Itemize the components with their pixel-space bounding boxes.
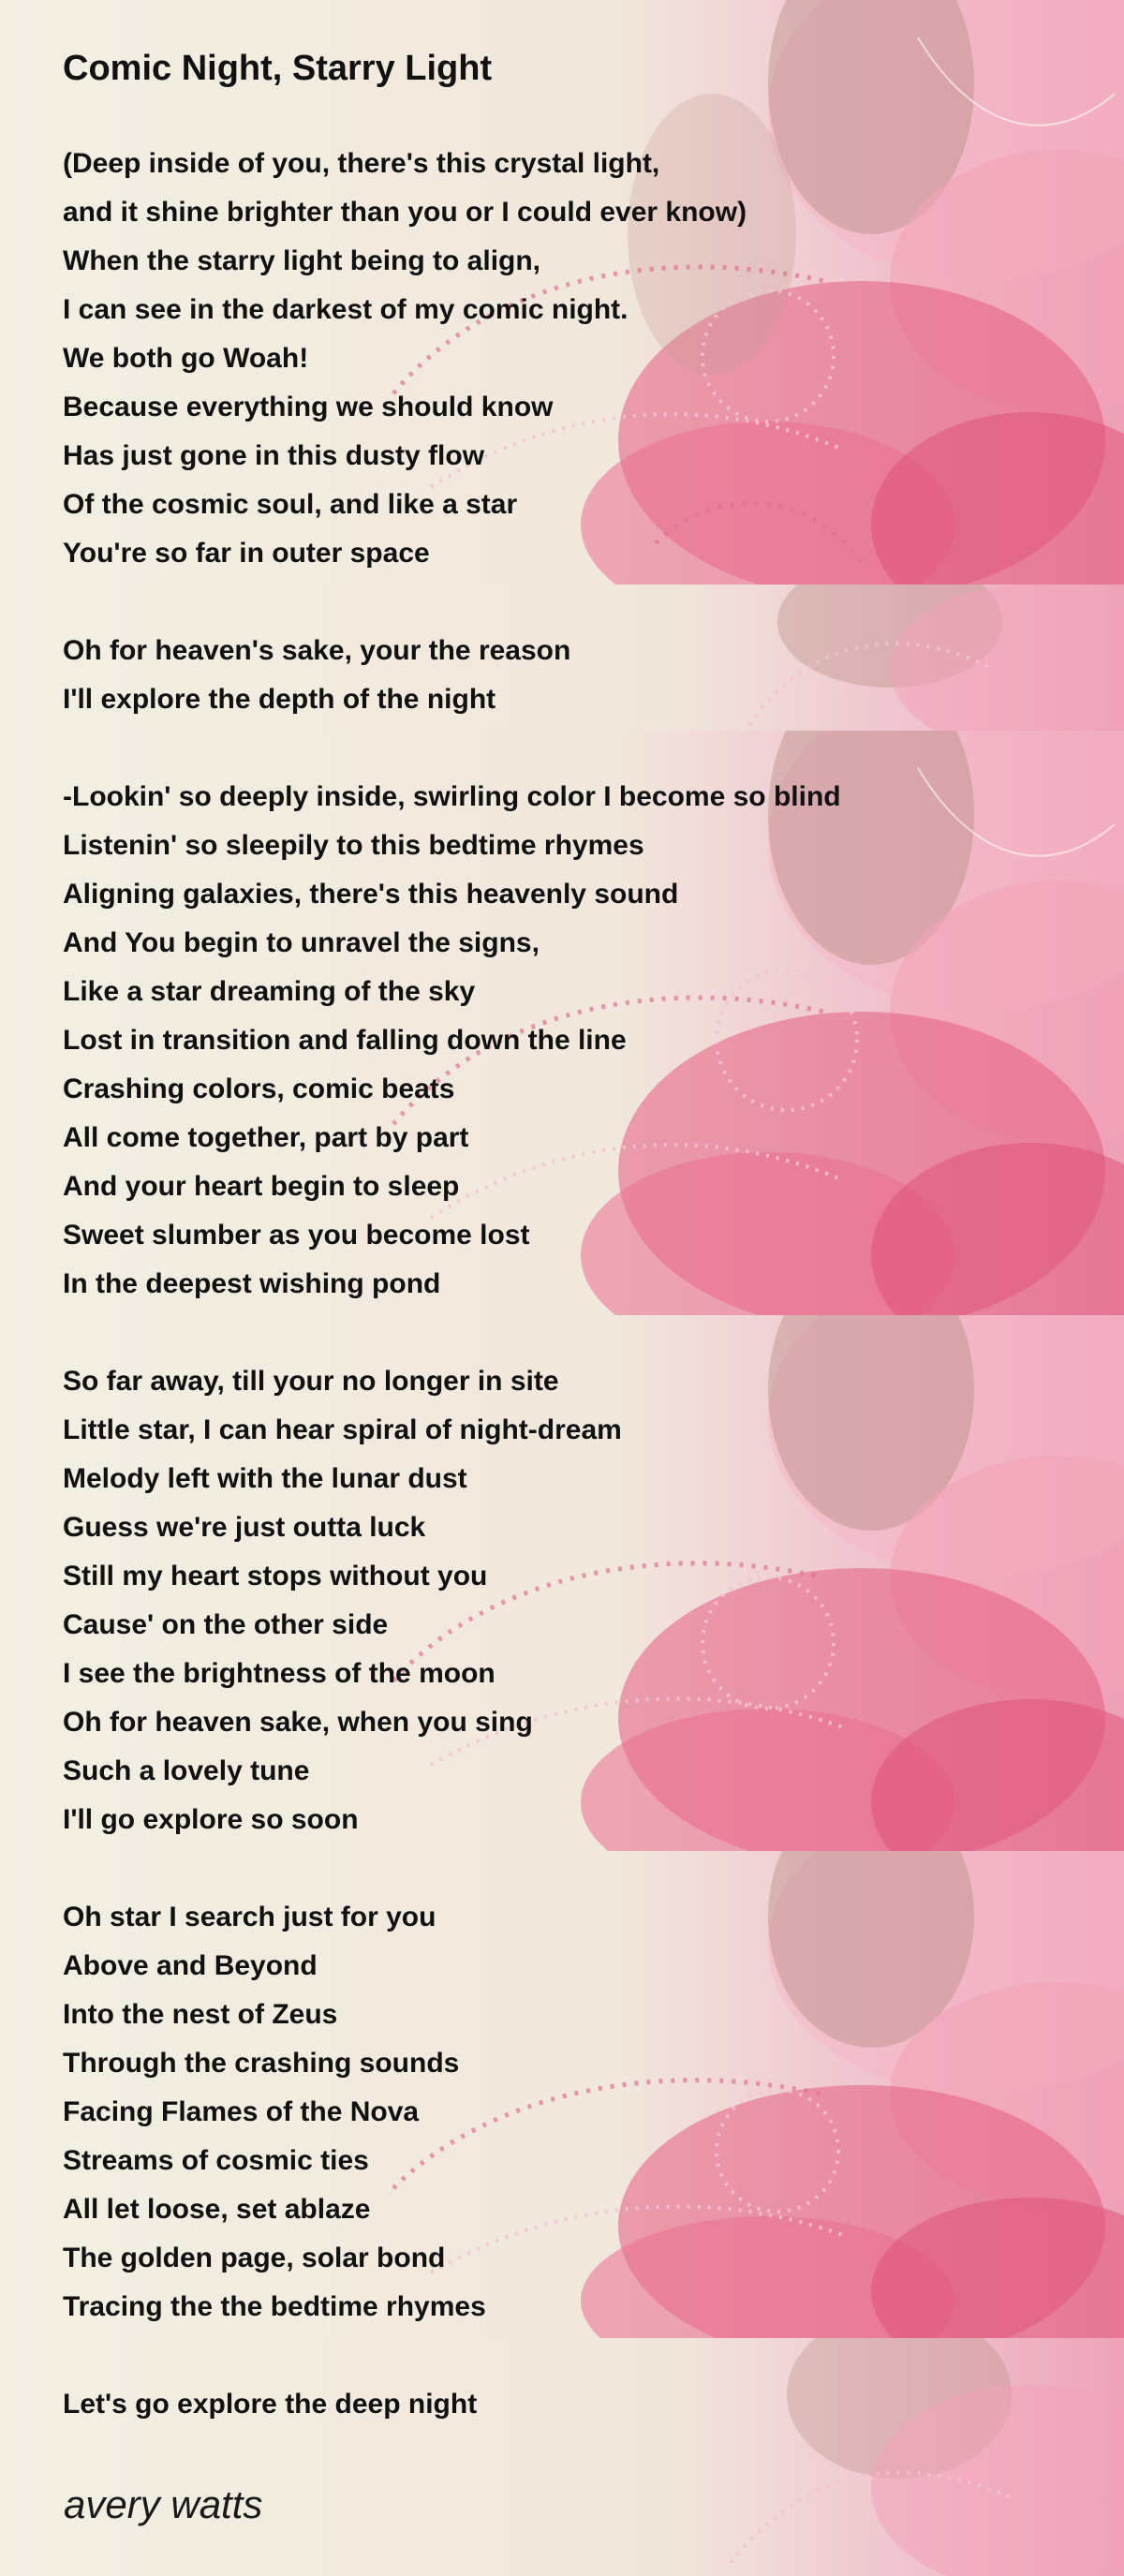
stanza-3 bbox=[63, 773, 1056, 1309]
poem-line: Of the cosmic soul, and like a star bbox=[63, 489, 518, 520]
poem-line: Melody left with the lunar dust bbox=[63, 1463, 467, 1494]
poem-line: In the deepest wishing pond bbox=[63, 1268, 441, 1299]
poem-line: Because everything we should know bbox=[63, 392, 554, 422]
poem-line: Has just gone in this dusty flow bbox=[63, 440, 485, 471]
poem-author: avery watts bbox=[64, 2482, 263, 2526]
poem-line: Aligning galaxies, there's this heavenly sound bbox=[63, 879, 679, 910]
poem-line: Little star, I can hear spiral of night-dream bbox=[63, 1414, 622, 1445]
poem-line: Like a star dreaming of the sky bbox=[63, 976, 476, 1007]
poem-line: Tracing the the bedtime rhymes bbox=[63, 2291, 486, 2322]
poem-line: Oh for heaven sake, when you sing bbox=[63, 1707, 533, 1738]
poem-line: Cause' on the other side bbox=[63, 1609, 389, 1640]
poem-line: You're so far in outer space bbox=[63, 538, 430, 569]
poem-line: Still my heart stops without you bbox=[63, 1561, 488, 1591]
poem-line: and it shine brighter than you or I could ever know) bbox=[63, 197, 747, 228]
stanza-4 bbox=[63, 1357, 1056, 1844]
poem-line: Listenin' so sleepily to this bedtime rhymes bbox=[63, 830, 644, 861]
poem-line: When the starry light being to align, bbox=[63, 245, 541, 276]
poem-line: All let loose, set ablaze bbox=[63, 2194, 371, 2225]
poem-line: I'll explore the depth of the night bbox=[63, 684, 496, 715]
poem-line: We both go Woah! bbox=[63, 343, 309, 374]
poem-line: Such a lovely tune bbox=[63, 1755, 310, 1786]
stanza-6 bbox=[63, 2380, 1056, 2429]
poem-line: Facing Flames of the Nova bbox=[63, 2096, 420, 2127]
floral-background bbox=[0, 2338, 1124, 2576]
poem-line: I'll go explore so soon bbox=[63, 1804, 359, 1835]
poem-line: I can see in the darkest of my comic night. bbox=[63, 294, 629, 325]
poem-line: (Deep inside of you, there's this crystal light, bbox=[63, 148, 660, 179]
poem-line: -Lookin' so deeply inside, swirling color I become so blind bbox=[63, 781, 841, 812]
poem-line: And You begin to unravel the signs, bbox=[63, 927, 540, 958]
stanza-2 bbox=[63, 627, 1056, 724]
background-panel bbox=[0, 2338, 1124, 2576]
poem-line: Let's go explore the deep night bbox=[63, 2389, 478, 2420]
stanza-1 bbox=[63, 140, 1056, 578]
poem-line: Into the nest of Zeus bbox=[63, 1999, 338, 2030]
poem-line: Sweet slumber as you become lost bbox=[63, 1220, 530, 1251]
poem-line: Above and Beyond bbox=[63, 1950, 318, 1981]
stanza-5 bbox=[63, 1893, 1056, 2332]
poem-line: Guess we're just outta luck bbox=[63, 1512, 426, 1543]
poem-line: So far away, till your no longer in site bbox=[63, 1366, 559, 1397]
poem-line: And your heart begin to sleep bbox=[63, 1171, 460, 1202]
poem-line: Oh star I search just for you bbox=[63, 1902, 436, 1932]
poem-line: Through the crashing sounds bbox=[63, 2048, 460, 2079]
poem-line: Crashing colors, comic beats bbox=[63, 1073, 455, 1104]
poem-line: I see the brightness of the moon bbox=[63, 1658, 495, 1689]
poem-line: All come together, part by part bbox=[63, 1122, 469, 1153]
poem-line: The golden page, solar bond bbox=[63, 2243, 446, 2273]
poem-line: Lost in transition and falling down the line bbox=[63, 1025, 627, 1056]
poem-line: Oh for heaven's sake, your the reason bbox=[63, 635, 571, 666]
poem-line: Streams of cosmic ties bbox=[63, 2145, 369, 2176]
poem-title: Comic Night, Starry Light bbox=[63, 49, 493, 88]
